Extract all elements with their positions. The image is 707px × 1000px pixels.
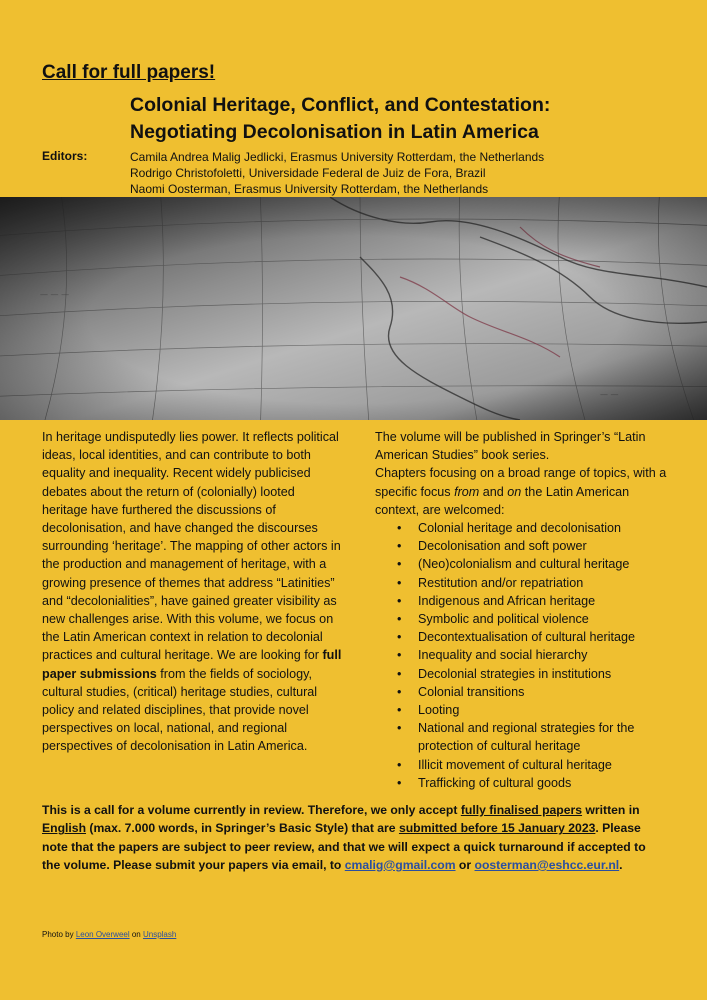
topics-column xyxy=(375,428,675,792)
list-item: • Colonial heritage and decolonisation xyxy=(375,519,675,537)
topics-list xyxy=(375,519,675,792)
list-item: • Decolonisation and soft power xyxy=(375,537,675,555)
list-item: • Decontextualisation of cultural heritage xyxy=(375,628,675,646)
call-heading: Call for full papers! xyxy=(42,62,216,83)
title-line-2: Negotiating Decolonisation in Latin America xyxy=(130,121,539,143)
volume-title xyxy=(130,92,690,146)
email-link-oosterman[interactable]: oosterman@eshcc.eur.nl xyxy=(474,857,620,872)
list-item: • Colonial transitions xyxy=(375,683,675,701)
publication-info: The volume will be published in Springer’s “Latin American Studies” book series. xyxy=(375,430,646,463)
list-item: • Decolonial strategies in institutions xyxy=(375,665,675,683)
list-item: • Looting xyxy=(375,701,675,719)
submission-notice: This is a call for a volume currently in review. Therefore, we only accept fully finalised papers written in English (max. 7.000 words, in Springer’s Basic Style) that are submitted before 15 January 2023. Please note that the papers are subject to peer review, and that we will expect a quick turnaround if accepted to the volume. Please submit your papers via email, to cmalig@gmail.com or oosterman@eshcc.eur.nl. xyxy=(42,803,646,872)
list-item: • Restitution and/or repatriation xyxy=(375,574,675,592)
list-item: • (Neo)colonialism and cultural heritage xyxy=(375,555,675,573)
photographer-link[interactable]: Leon Overweel xyxy=(75,930,130,939)
editors-label: Editors: xyxy=(42,149,88,163)
map-photo xyxy=(0,197,707,420)
intro-paragraph: In heritage undisputedly lies power. It reflects political ideas, local identities, and can contribute to both equality and inequality. Recent widely publicised debates about the return of (colonially) looted heritage have furthered the discussions of decolonisation, and have changed the discourses surrounding ‘heritage’. The mapping of other actors in the production and management of heritage, with a growing presence of themes that address “Latinities” and “decolonialities”, have gained greater visibility as new challenges arise. With this volume, we focus on the Latin American context in relation to decolonial practices and cultural heritage. We are looking for full paper submissions from the fields of sociology, cultural studies, (critical) heritage studies, cultural policy and related disciplines, that provide novel perspectives on local, national, and regional perspectives of decolonisation in Latin America. xyxy=(42,430,342,754)
list-item: • National and regional strategies for the protection of cultural heritage xyxy=(375,719,675,755)
list-item: • Trafficking of cultural goods xyxy=(375,774,675,792)
editor-1: Camila Andrea Malig Jedlicki, Erasmus University Rotterdam, the Netherlands xyxy=(130,150,545,164)
finalised-papers-emphasis: fully finalised papers xyxy=(460,803,583,817)
focus-paragraph: Chapters focusing on a broad range of topics, with a specific focus from and on the Latin American context, are welcomed: xyxy=(375,466,667,517)
unsplash-link[interactable]: Unsplash xyxy=(142,930,177,939)
list-item: • Inequality and social hierarchy xyxy=(375,646,675,664)
english-emphasis: English xyxy=(42,821,87,836)
photo-credit: Photo by Leon Overweel on Unsplash xyxy=(42,930,177,939)
list-item: • Illicit movement of cultural heritage xyxy=(375,756,675,774)
list-item: • Indigenous and African heritage xyxy=(375,592,675,610)
editor-2: Rodrigo Christofoletti, Universidade Federal de Juiz de Fora, Brazil xyxy=(130,166,486,180)
title-line-1: Colonial Heritage, Conflict, and Contestation: xyxy=(130,94,551,116)
full-paper-emphasis: full paper submissions xyxy=(42,648,342,681)
deadline-emphasis: submitted before 15 January 2023 xyxy=(398,821,596,836)
editors-list xyxy=(130,149,544,197)
intro-column xyxy=(42,428,342,756)
list-item: • Symbolic and political violence xyxy=(375,610,675,628)
email-link-cmalig[interactable]: cmalig@gmail.com xyxy=(344,857,456,872)
editor-3: Naomi Oosterman, Erasmus University Rotterdam, the Netherlands xyxy=(130,182,489,196)
